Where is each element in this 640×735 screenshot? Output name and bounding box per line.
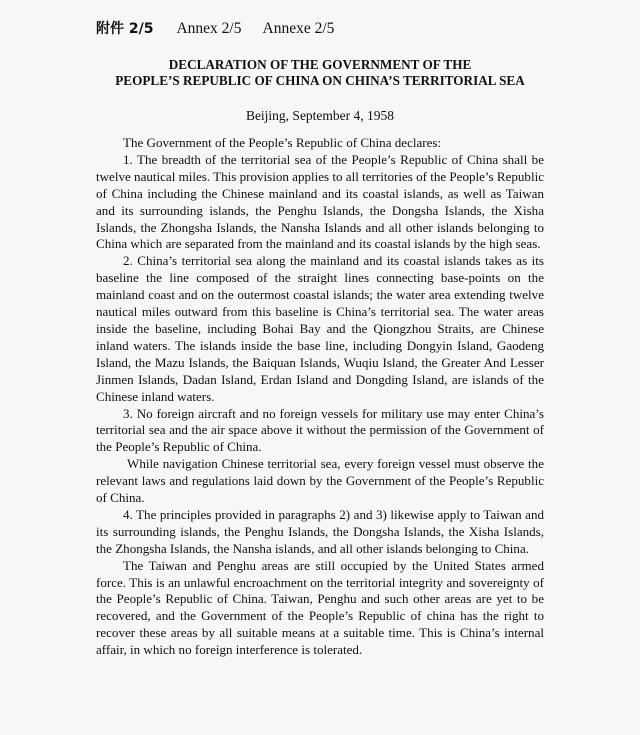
paragraph-closing: The Taiwan and Penghu areas are still occupied by the United States armed force. This is an unlawful encroachment on the territorial integrity and sovereignty of the People’s Republic of China. Taiwan, Penghu and such other areas are yet to be recovered, and the Government of the People’s Republic of china has the right to recover these areas by all suitable means at a suitable time. This is China’s internal affair, in which no foreign interference is tolerated. bbox=[96, 557, 544, 658]
document-title-line-1: DECLARATION OF THE GOVERNMENT OF THE bbox=[168, 57, 472, 72]
document-title-line-2: PEOPLE’S REPUBLIC OF CHINA ON CHINA’S TERRITORIAL SEA bbox=[115, 73, 525, 88]
annex-label-chinese: 附件 2/5 bbox=[96, 21, 154, 37]
annex-header bbox=[96, 19, 544, 39]
annex-label-french: Annexe 2/5 bbox=[262, 20, 335, 37]
paragraph-3: 3. No foreign aircraft and no foreign vessels for military use may enter China’s territorial sea and the air space above it without the permission of the Government of the People’s Republic of China. bbox=[96, 405, 544, 455]
annex-label-english: Annex 2/5 bbox=[176, 20, 242, 37]
paragraph-3-continued: While navigation Chinese territorial sea, every foreign vessel must observe the relevant laws and regulations laid down by the Government of the People’s Republic of China. bbox=[96, 456, 544, 506]
dateline: Beijing, September 4, 1958 bbox=[245, 108, 395, 123]
document-body bbox=[96, 135, 544, 659]
document-title bbox=[96, 57, 544, 89]
paragraph-4: 4. The principles provided in paragraphs 2) and 3) likewise apply to Taiwan and its surrounding islands, the Penghu Islands, the Dongsha Islands, the Xisha Islands, the Zhongsha Islands, the Nansha islands, and all other islands belonging to China. bbox=[96, 506, 544, 556]
paragraph-1: 1. The breadth of the territorial sea of the People’s Republic of China shall be twelve nautical miles. This provision applies to all territories of the People’s Republic of China including the Chinese mainland and its coastal islands, as well as Taiwan and its surrounding islands, the Penghu Islands, the Dongsha Islands, the Xisha Islands, the Zhongsha Islands, the Nansha Islands and all other islands belonging to China which are separated from the mainland and its coastal islands by the high seas. bbox=[96, 151, 544, 252]
paragraph-2: 2. China’s territorial sea along the mainland and its coastal islands takes as its baseline the line composed of the straight lines connecting base-points on the mainland coast and on the outermost coastal islands; the water area extending twelve nautical miles outward from this baseline is China’s territorial sea. The water areas inside the baseline, including Bohai Bay and the Qiongzhou Straits, are Chinese inland waters. The islands inside the base line, including Dongyin Island, Gaodeng Island, the Mazu Islands, the Baiquan Islands, Wuqiu Island, the Greater And Lesser Jinmen Islands, Dadan Island, Erdan Island and Dongding Island, are islands of the Chinese inland waters. bbox=[96, 253, 544, 404]
paragraph-intro: The Government of the People’s Republic of China declares: bbox=[123, 135, 442, 150]
